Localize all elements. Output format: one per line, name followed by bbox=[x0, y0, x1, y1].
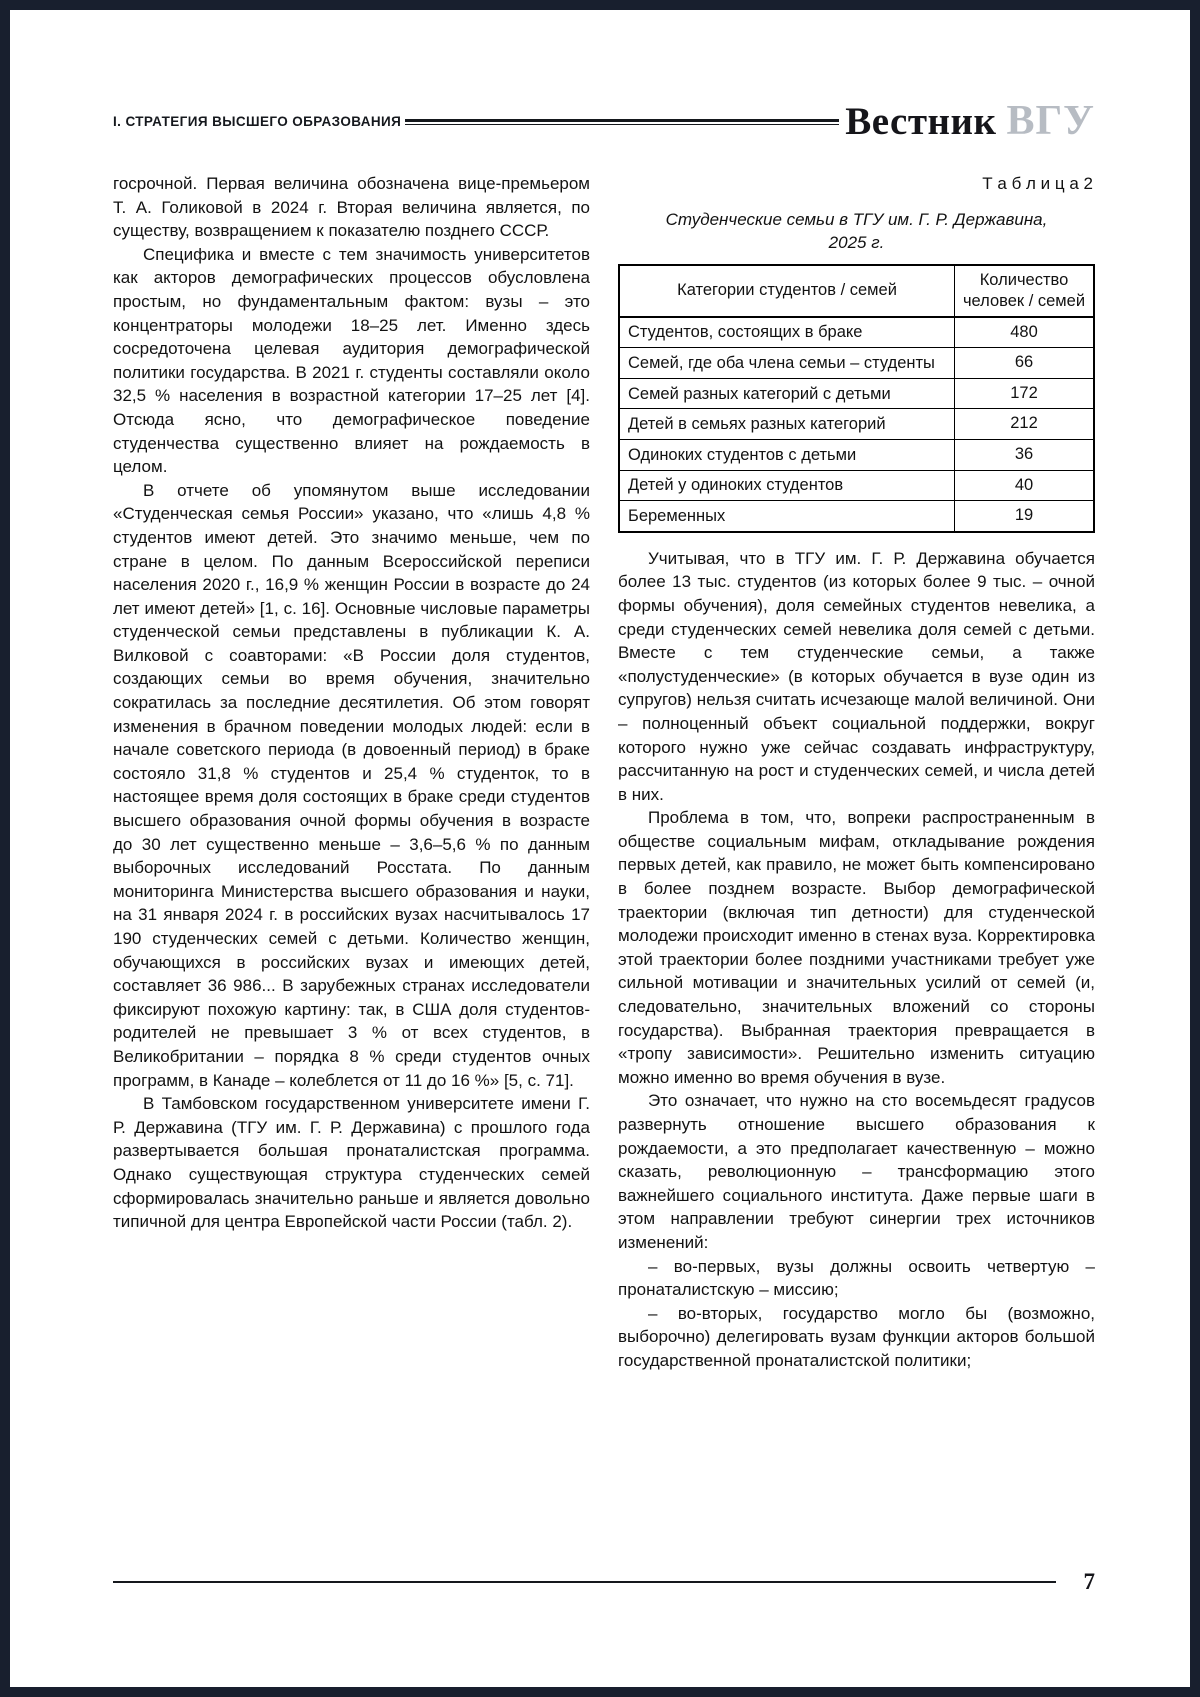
count-cell: 212 bbox=[955, 409, 1095, 440]
count-cell: 36 bbox=[955, 439, 1095, 470]
count-cell: 66 bbox=[955, 348, 1095, 379]
table-row bbox=[619, 470, 1094, 501]
left-column bbox=[113, 172, 590, 1373]
table-caption-line: 2025 г. bbox=[828, 232, 885, 252]
table-head bbox=[619, 265, 1094, 317]
paragraph: – во-вторых, государство могло бы (возможно, выборочно) делегировать вузам функции акторов большой государственной пронаталистской политики; bbox=[618, 1303, 1095, 1370]
footer-rule bbox=[113, 1581, 1056, 1583]
table-body bbox=[619, 317, 1094, 532]
category-cell: Детей у одиноких студентов bbox=[619, 470, 955, 501]
category-cell: Беременных bbox=[619, 501, 955, 532]
journal-title-main: Вестник bbox=[845, 100, 997, 143]
category-cell: Детей в семьях разных категорий bbox=[619, 409, 955, 440]
table-row bbox=[619, 439, 1094, 470]
table-row bbox=[619, 348, 1094, 379]
table-caption-line: Студенческие семьи в ТГУ им. Г. Р. Державина, bbox=[665, 209, 1048, 229]
section-title: I. СТРАТЕГИЯ ВЫСШЕГО ОБРАЗОВАНИЯ bbox=[113, 113, 402, 129]
journal-title bbox=[845, 100, 1095, 142]
paragraph: В Тамбовском государственном университете имени Г. Р. Державина (ТГУ им. Г. Р. Державина) с прошлого года развертывается большая пронаталистская программа. Однако существующая структура студенческих семей сформировалась значительно раньше и является довольно типичной для центра Европейской части России (табл. 2). bbox=[113, 1094, 590, 1232]
table-row bbox=[619, 409, 1094, 440]
page-footer bbox=[113, 1569, 1095, 1595]
category-cell: Семей, где оба члена семьи – студенты bbox=[619, 348, 955, 379]
count-header-cell: Количество человек / семей bbox=[955, 265, 1095, 317]
paragraph: госрочной. Первая величина обозначена вице-премьером Т. А. Голиковой в 2024 г. Вторая величина является, по существу, возвращением к показателю позднего СССР. bbox=[113, 174, 590, 241]
paragraph: Учитывая, что в ТГУ им. Г. Р. Державина обучается более 13 тыс. студентов (из которых более 9 тыс. – очной формы обучения), доля семейных студентов невелика, а среди студенческих семей невелика доля семей с детьми. Вместе с тем студенческие семьи, а также «полустуденческие» (в которых обучается в вузе один из супругов) нельзя считать исчезающе малой величиной. Они – полноценный объект социальной поддержки, вокруг которого нужно уже сейчас создавать инфраструктуру, рассчитанную на рост и студенческих семей, и числа детей в них. bbox=[618, 548, 1095, 804]
category-cell: Семей разных категорий с детьми bbox=[619, 378, 955, 409]
table-row bbox=[619, 501, 1094, 532]
paragraph: Специфика и вместе с тем значимость университетов как акторов демографических процессов обусловлена простым, но фундаментальным фактом: вузы – это концентраторы молодежи 18–25 лет. Именно здесь сосредоточена целевая аудитория демографической политики государства. В 2021 г. студенты составляли около 32,5 % населения в возрастной категории 17–25 лет [4]. Отсюда ясно, что демографическое поведение студенчества существенно влияет на рождаемость в целом. bbox=[113, 244, 590, 477]
article-body bbox=[113, 172, 1095, 1373]
table-row bbox=[619, 317, 1094, 348]
table-label: Т а б л и ц а 2 bbox=[982, 174, 1093, 193]
count-cell: 172 bbox=[955, 378, 1095, 409]
paragraph: Это означает, что нужно на сто восемьдесят градусов развернуть отношение высшего образования к рождаемости, а это предполагает качественную – можно сказать, революционную – трансформацию этого важнейшего социального института. Даже первые шаги в этом направлении требуют синергии трех источников изменений: bbox=[618, 1091, 1095, 1252]
student-families-table bbox=[618, 264, 1095, 533]
header-double-rule bbox=[405, 119, 839, 125]
journal-page bbox=[10, 10, 1190, 1687]
count-cell: 19 bbox=[955, 501, 1095, 532]
paragraph: Проблема в том, что, вопреки распространенным в обществе социальным мифам, откладывание рождения первых детей, как правило, не может быть компенсировано в более позднем возрасте. Выбор демографической траектории (включая тип детности) для студенческой молодежи происходит именно в стенах вуза. Корректировка этой траектории более поздними участниками требует уже сильной мотивации и значительных усилий от семей (и, следовательно, значительных вложений со стороны государства). Выбранная траектория превращается в «тропу зависимости». Решительно изменить ситуацию можно именно во время обучения в вузе. bbox=[618, 808, 1095, 1087]
right-column bbox=[618, 172, 1095, 1373]
table-row bbox=[619, 378, 1094, 409]
table-caption bbox=[618, 208, 1095, 254]
paragraph: В отчете об упомянутом выше исследовании «Студенческая семья России» указано, что «лишь 4,8 % студентов имеют детей. Это значимо меньше, чем по стране в целом. По данным Всероссийской переписи населения 2020 г., 16,9 % женщин России в возрасте до 24 лет имеют детей» [1, с. 16]. Основные числовые параметры студенческой семьи представлены в публикации К. А. Вилковой с соавторами: «В России доля студентов, создающих семьи во время обучения, значительно сократилась за последние десятилетия. Об этом говорят изменения в брачном поведении молодых людей: если в начале советского периода (в довоенный период) в браке состояло 31,8 % студентов и 25,4 % студенток, то в настоящее время доля состоящих в браке среди студентов высшего образования очной формы обучения в возрасте до 30 лет существенно меньше – 3,6–5,6 % по данным выборочных исследований Росстата. По данным мониторинга Министерства высшего образования и науки, на 31 января 2024 г. в российских вузах насчитывалось 17 190 студенческих семей с детьми. Количество женщин, обучающихся в российских вузах и имеющих детей, составляет 36 986... В зарубежных странах исследователи фиксируют похожую картину: так, в США доля студентов-родителей не превышает 3 % от всех студентов, в Великобритании – порядка 8 % среди студентов очных программ, в Канаде – колеблется от 11 до 16 %» [5, с. 71]. bbox=[113, 480, 590, 1090]
page-header bbox=[113, 100, 1095, 142]
journal-title-accent: ВГУ bbox=[1006, 98, 1095, 144]
page-number: 7 bbox=[1083, 1569, 1095, 1594]
count-cell: 40 bbox=[955, 470, 1095, 501]
category-cell: Одиноких студентов с детьми bbox=[619, 439, 955, 470]
paragraph: – во-первых, вузы должны освоить четвертую – пронаталистскую – миссию; bbox=[618, 1256, 1095, 1300]
category-header-cell: Категории студентов / семей bbox=[619, 265, 955, 317]
category-cell: Студентов, состоящих в браке bbox=[619, 317, 955, 348]
table-header-row bbox=[619, 265, 1094, 317]
count-cell: 480 bbox=[955, 317, 1095, 348]
